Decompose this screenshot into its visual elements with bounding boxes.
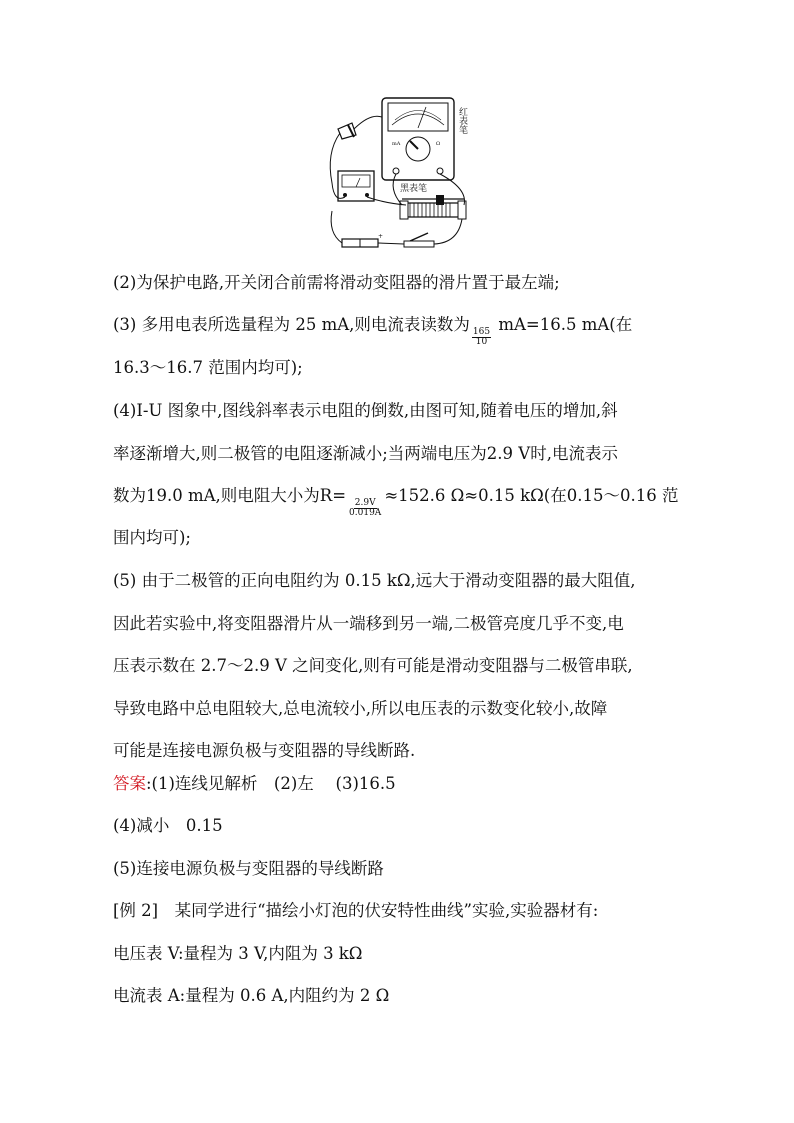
sliding-rheostat: [400, 195, 466, 219]
svg-text:+: +: [378, 233, 384, 240]
switch: [404, 233, 434, 247]
black-probe-label: 黑表笔: [400, 184, 428, 194]
svg-text:Ω: Ω: [436, 141, 441, 147]
solution-line-5-cont3: 导致电路中总电阻较大,总电流较小,所以电压表的示数变化较小,故障: [113, 699, 608, 718]
answer-line-2: (4)减小 0.15: [113, 816, 223, 835]
solution-line-3-cont: 16.3～16.7 范围内均可);: [113, 358, 303, 377]
voltmeter: [338, 171, 374, 201]
solution-line-5-cont4: 可能是连接电源负极与变阻器的导线断路.: [113, 741, 416, 760]
svg-text:mA: mA: [392, 141, 401, 147]
circuit-figure: [318, 93, 478, 253]
text-segment: mA=16.5 mA(在: [493, 315, 633, 334]
answer-line-1: [113, 776, 396, 793]
solution-line-3: [113, 317, 632, 348]
text-segment: (3) 多用电表所选量程为 25 mA,则电流表读数为: [113, 315, 470, 334]
multimeter: [382, 98, 454, 180]
answer-line-3: (5)连接电源负极与变阻器的导线断路: [113, 859, 384, 878]
fraction-numerator: 2.9V: [354, 498, 376, 509]
solution-line-2: (2)为保护电路,开关闭合前需将滑动变阻器的滑片置于最左端;: [113, 273, 560, 292]
solution-line-4-cont2: [113, 488, 678, 519]
example-2-heading: [例 2] 某同学进行“描绘小灯泡的伏安特性曲线”实验,实验器材有:: [113, 901, 599, 920]
diode-lamp: [338, 123, 356, 139]
battery: [342, 233, 383, 247]
example-2-voltmeter: 电压表 V:量程为 3 V,内阻为 3 kΩ: [113, 944, 363, 963]
fraction-numerator: 165: [472, 327, 491, 338]
solution-line-4-cont1: 率逐渐增大,则二极管的电阻逐渐减小;当两端电压为2.9 V时,电流表示: [113, 444, 618, 463]
text-segment: ≈152.6 Ω≈0.15 kΩ(在0.15～0.16 范: [384, 486, 679, 505]
fraction-165-10: [472, 328, 491, 348]
fraction-denominator: 0.019A: [349, 508, 382, 519]
fraction-resistance: [348, 499, 382, 519]
fraction-denominator: 10: [475, 337, 488, 348]
answer-label: 答案: [113, 774, 146, 793]
solution-line-4-cont3: 围内均可);: [113, 528, 191, 547]
solution-line-5-cont1: 因此若实验中,将变阻器滑片从一端移到另一端,二极管亮度几乎不变,电: [113, 614, 624, 633]
solution-line-5: (5) 由于二极管的正向电阻约为 0.15 kΩ,远大于滑动变阻器的最大阻值,: [113, 571, 636, 590]
text-segment: 数为19.0 mA,则电阻大小为R=: [113, 486, 347, 505]
solution-line-5-cont2: 压表示数在 2.7～2.9 V 之间变化,则有可能是滑动变阻器与二极管串联,: [113, 656, 633, 675]
example-2-ammeter: 电流表 A:量程为 0.6 A,内阻约为 2 Ω: [113, 986, 390, 1005]
solution-line-4: (4)I-U 图象中,图线斜率表示电阻的倒数,由图可知,随着电压的增加,斜: [113, 401, 618, 420]
red-probe-label: 红表笔: [459, 108, 469, 136]
answer-text: :(1)连线见解析 (2)左 (3)16.5: [146, 774, 396, 793]
